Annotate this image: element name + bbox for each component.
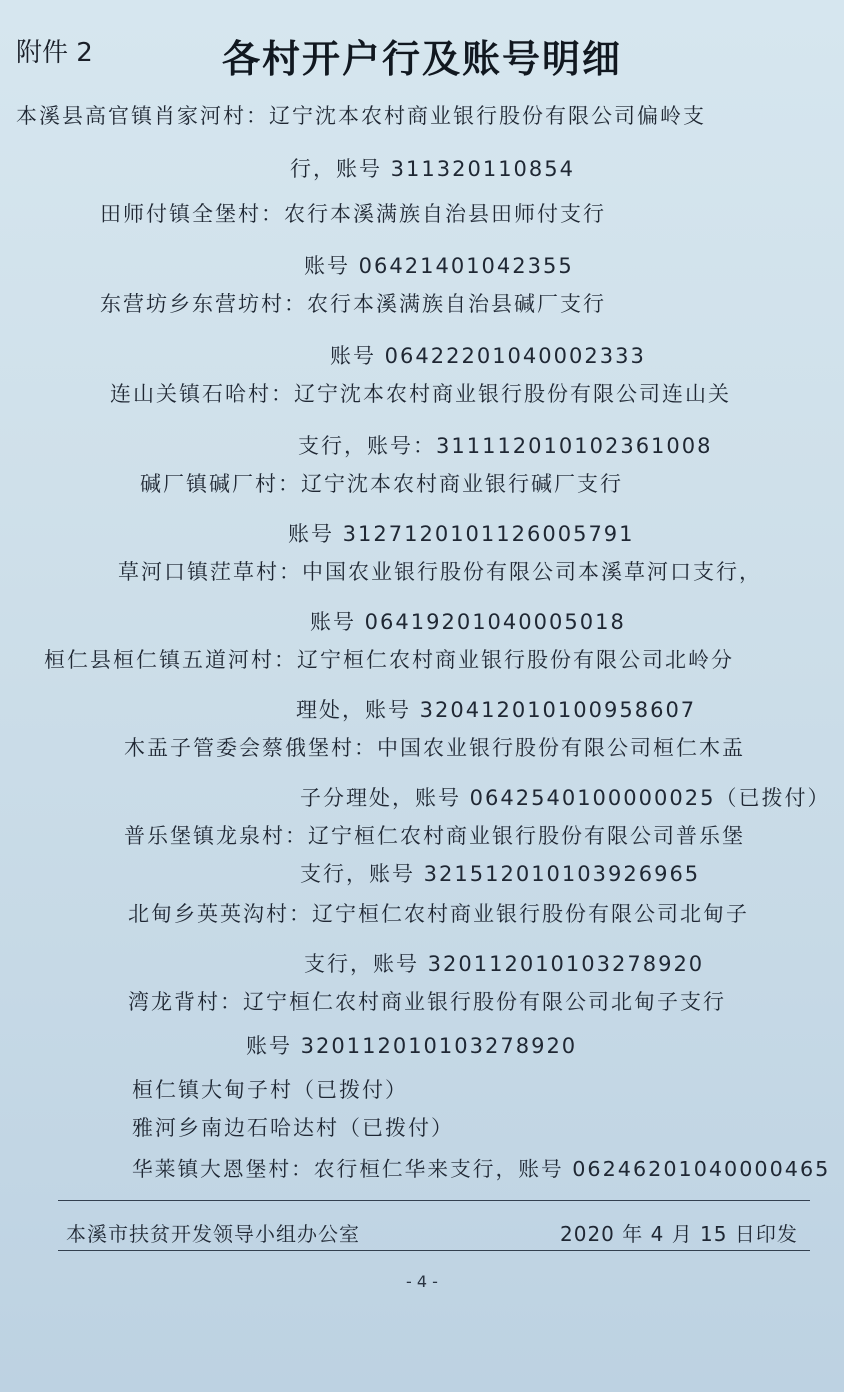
text-line: 湾龙背村：辽宁桓仁农村商业银行股份有限公司北甸子支行 [128,990,726,1014]
text-line: 华莱镇大恩堡村：农行桓仁华来支行，账号 06246201040000465 [132,1157,831,1181]
text-line: 账号 06421401042355 [304,254,574,278]
text-line: 账号 06422201040002333 [330,344,646,368]
text-line: 雅河乡南边石哈达村（已拨付） [132,1116,454,1140]
footer-issuer: 本溪市扶贫开发领导小组办公室 [66,1222,360,1246]
text-line: 理处，账号 320412010100958607 [296,698,697,722]
text-line: 本溪县高官镇肖家河村：辽宁沈本农村商业银行股份有限公司偏岭支 [16,104,706,128]
text-line: 碱厂镇碱厂村：辽宁沈本农村商业银行碱厂支行 [140,472,623,496]
text-line: 草河口镇茳草村：中国农业银行股份有限公司本溪草河口支行， [118,560,762,584]
text-line: 支行，账号 321512010103926965 [300,862,701,886]
text-line: 桓仁镇大甸子村（已拨付） [132,1078,408,1102]
footer-divider-top [58,1200,810,1201]
text-line: 木盂子管委会蔡俄堡村：中国农业银行股份有限公司桓仁木盂 [124,736,745,760]
text-line: 账号 320112010103278920 [246,1034,578,1058]
text-line: 账号 06419201040005018 [310,610,626,634]
text-line: 账号 3127120101126005791 [288,522,635,546]
text-line: 支行，账号：311112010102361008 [298,434,713,458]
footer-date: 2020 年 4 月 15 日印发 [560,1222,798,1246]
attachment-label: 附件 2 [16,38,93,68]
text-line: 支行，账号 320112010103278920 [304,952,705,976]
page-number: - 4 - [406,1272,438,1291]
text-line: 田师付镇全堡村：农行本溪满族自治县田师付支行 [100,202,606,226]
text-line: 连山关镇石哈村：辽宁沈本农村商业银行股份有限公司连山关 [110,382,731,406]
footer-divider-bottom [58,1250,810,1251]
text-line: 行，账号 311320110854 [290,157,576,181]
text-line: 桓仁县桓仁镇五道河村：辽宁桓仁农村商业银行股份有限公司北岭分 [44,648,734,672]
text-line: 普乐堡镇龙泉村：辽宁桓仁农村商业银行股份有限公司普乐堡 [124,824,745,848]
text-line: 北甸乡英英沟村：辽宁桓仁农村商业银行股份有限公司北甸子 [128,902,749,926]
page-title: 各村开户行及账号明细 [221,37,622,81]
text-line: 东营坊乡东营坊村：农行本溪满族自治县碱厂支行 [100,292,606,316]
text-line: 子分理处，账号 0642540100000025（已拨付） [300,786,831,810]
